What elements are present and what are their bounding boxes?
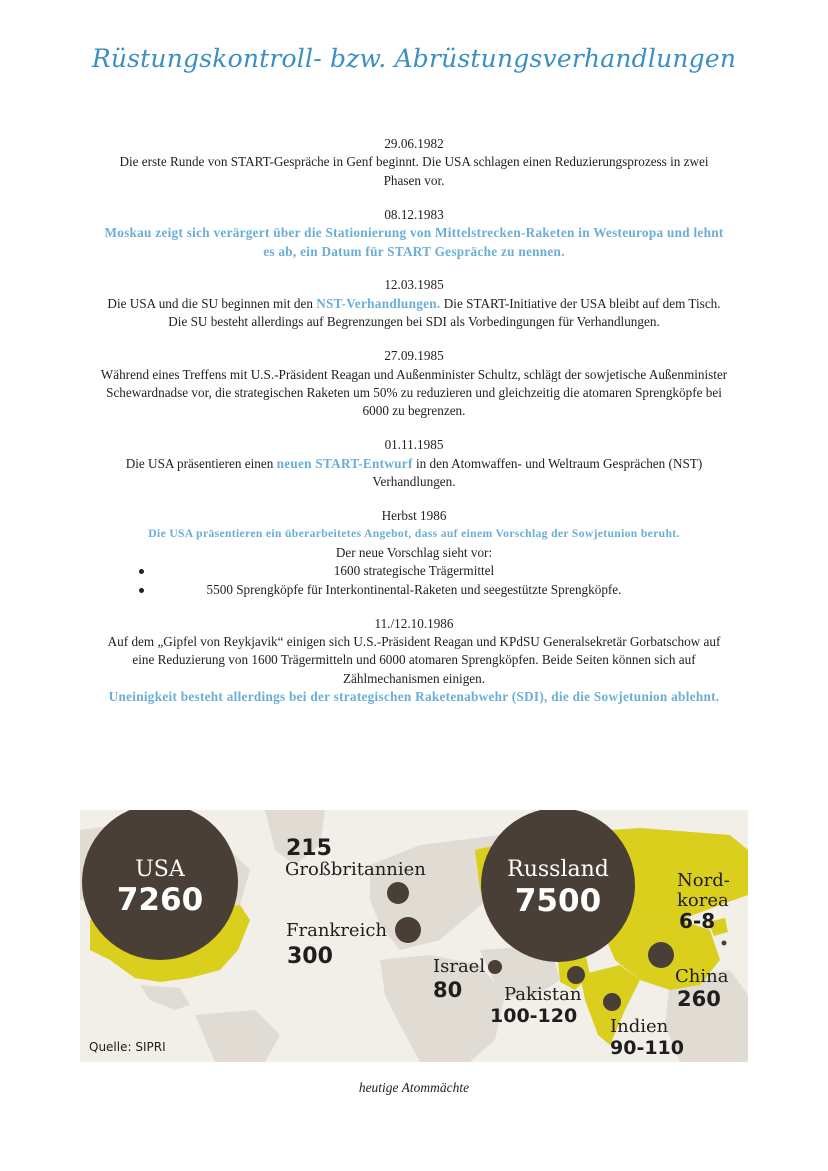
timeline xyxy=(100,135,728,722)
label-france-name: Frankreich xyxy=(286,920,388,941)
bullet-item xyxy=(100,581,728,599)
label-china-value: 260 xyxy=(677,987,721,1011)
label-russia-value: 7500 xyxy=(514,883,602,919)
timeline-entry xyxy=(100,276,728,331)
label-india-name: Indien xyxy=(610,1016,669,1037)
bullet-item xyxy=(100,562,728,580)
entry-text-pre: Die USA präsentieren einen xyxy=(125,455,277,471)
entry-date: 08.12.1983 xyxy=(384,206,444,222)
label-northkorea-value: 6-8 xyxy=(679,909,716,933)
entry-text: Auf dem „Gipfel von Reykjavik“ einigen sich U.S.-Präsident Reagan und KPdSU Generalsekretär Gorbatschow auf eine Reduzierung von 1600 Trägermitteln und 6000 atomaren Sprengköpfen. Beide Seiten können sich auf Zählmechanismen einigen. xyxy=(107,633,721,686)
label-israel-value: 80 xyxy=(433,978,463,1002)
land-south-america xyxy=(195,1010,280,1062)
bullet-dot xyxy=(139,569,144,574)
timeline-entry xyxy=(100,347,728,421)
bubble-uk xyxy=(387,882,409,904)
label-russia-name: Russland xyxy=(507,857,609,882)
bubble-north-korea xyxy=(722,941,727,946)
bubble-china xyxy=(648,942,674,968)
entry-highlight: Uneinigkeit besteht allerdings bei der strategischen Raketenabwehr (SDI), die die Sowjetunion ablehnt. xyxy=(108,689,720,705)
entry-text: Der neue Vorschlag sieht vor: xyxy=(335,544,493,560)
label-usa-name: USA xyxy=(135,857,185,882)
entry-text-post: Die START-Initiative der USA bleibt auf dem Tisch. Die SU besteht allerdings auf Begrenzungen bei SDI als Vorbedingungen für Verhandlungen. xyxy=(168,295,721,330)
world-map xyxy=(80,810,748,1062)
bubble-israel xyxy=(488,960,502,974)
entry-highlight: neuen START-Entwurf xyxy=(276,455,413,471)
entry-text: Während eines Treffens mit U.S.-Präsident Reagan und Außenminister Schultz, schlägt der sowjetische Außenminister Schewardnadse vor, die strategischen Raketen um 50% zu reduzieren und gleichzeitig die atomaren Sprengköpfe bei 6000 zu begrenzen. xyxy=(100,366,728,419)
label-usa-value: 7260 xyxy=(116,882,204,918)
entry-date: 01.11.1985 xyxy=(384,437,444,453)
label-china-name: China xyxy=(675,966,729,987)
entry-date: 12.03.1985 xyxy=(384,277,444,293)
timeline-entry xyxy=(100,507,728,599)
map-caption: heutige Atommächte xyxy=(358,1080,470,1095)
bullet-list xyxy=(100,562,728,599)
map-source: Quelle: SIPRI xyxy=(89,1040,166,1054)
bullet-text: 5500 Sprengköpfe für Interkontinental-Raketen und seegestützte Sprengköpfe. xyxy=(206,581,622,597)
entry-highlight: Die USA präsentieren ein überarbeitetes Angebot, dass auf einem Vorschlag der Sowjetunion beruht. xyxy=(148,527,680,541)
entry-highlight: NST-Verhandlungen. xyxy=(316,295,441,311)
label-pakistan-name: Pakistan xyxy=(504,984,582,1005)
label-uk-name: Großbritannien xyxy=(285,859,426,880)
label-israel-name: Israel xyxy=(433,956,486,977)
bubble-france xyxy=(395,917,421,943)
bullet-dot xyxy=(139,588,144,593)
entry-date: 11./12.10.1986 xyxy=(374,615,454,631)
entry-date: Herbst 1986 xyxy=(381,508,447,523)
entry-highlight: Moskau zeigt sich verärgert über die Stationierung von Mittelstrecken-Raketen in Westeuropa und lehnt es ab, ein Datum für START Gespräche zu nennen. xyxy=(104,225,724,259)
label-france-value: 300 xyxy=(287,944,333,969)
label-pakistan-value: 100-120 xyxy=(490,1005,578,1027)
entry-date: 27.09.1985 xyxy=(384,348,444,364)
page-title: Rüstungskontroll- bzw. Abrüstungsverhandlungen xyxy=(91,44,737,73)
timeline-entry xyxy=(100,436,728,491)
map-graphic xyxy=(80,810,748,1062)
bubble-india xyxy=(603,993,621,1011)
bullet-text: 1600 strategische Trägermittel xyxy=(333,563,495,579)
label-india-value: 90-110 xyxy=(610,1037,684,1059)
timeline-entry xyxy=(100,615,728,707)
entry-text-pre: Die USA und die SU beginnen mit den xyxy=(107,295,317,311)
timeline-entry xyxy=(100,135,728,190)
label-northkorea-name2: korea xyxy=(677,890,729,911)
label-northkorea-name: Nord- xyxy=(677,870,730,891)
land-central-america xyxy=(140,985,190,1010)
entry-text-post: in den Atomwaffen- und Weltraum Gesprächen (NST) Verhandlungen. xyxy=(372,455,703,490)
entry-text: Die erste Runde von START-Gespräche in Genf beginnt. Die USA schlagen einen Reduzierungsprozess in zwei Phasen vor. xyxy=(119,154,709,188)
timeline-entry xyxy=(100,206,728,261)
entry-date: 29.06.1982 xyxy=(384,136,444,151)
bubble-pakistan xyxy=(567,966,585,984)
label-uk-value: 215 xyxy=(286,836,332,861)
